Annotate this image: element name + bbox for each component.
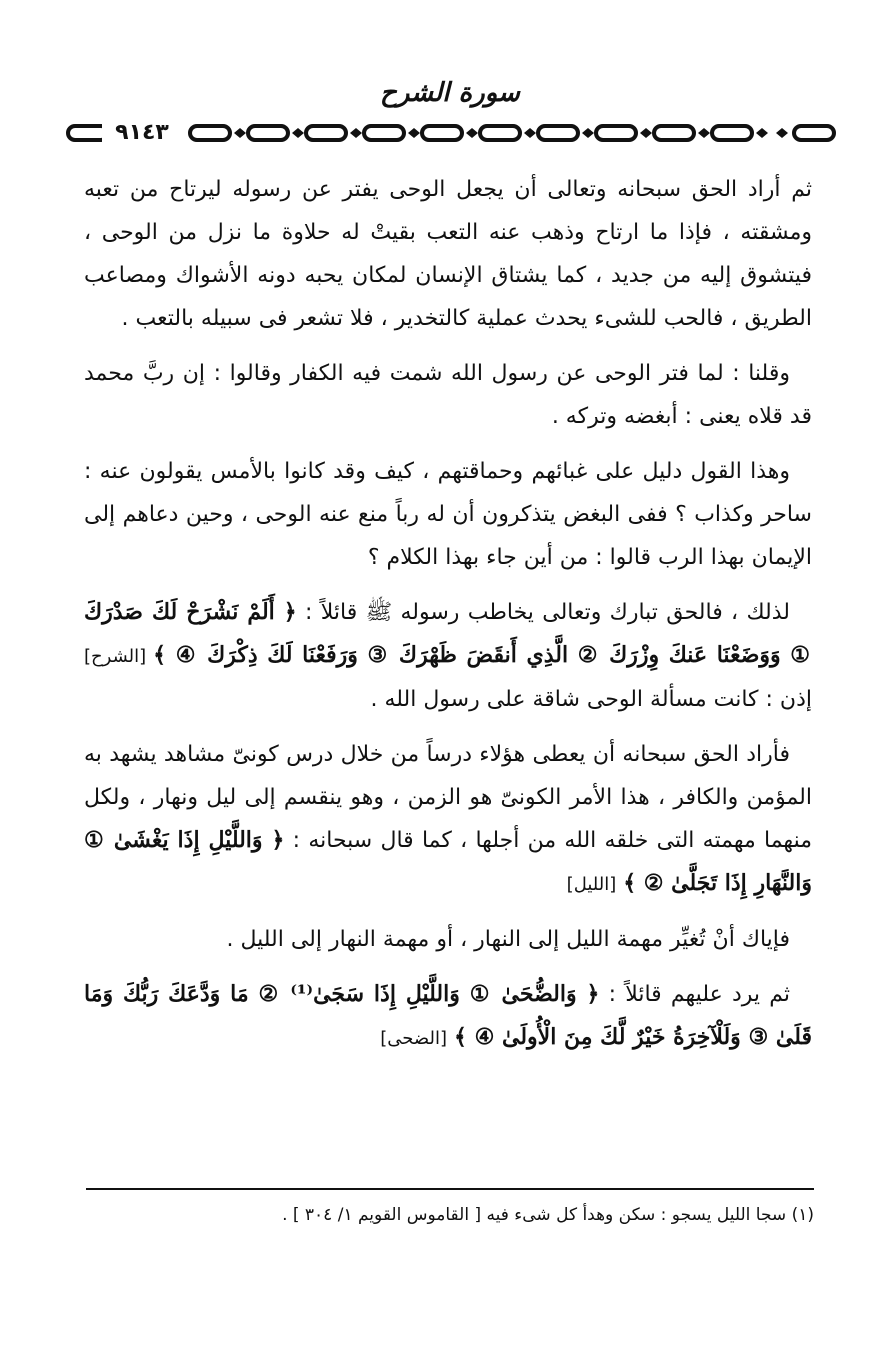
paragraph: فإياك أنْ تُغيِّر مهمة الليل إلى النهار ، أو مهمة النهار إلى الليل . — [226, 927, 790, 952]
paragraph-with-verse — [84, 733, 812, 906]
page-number: ٩١٤٣ — [102, 120, 182, 146]
footnote: (١) سجا الليل يسجو : سكن وهدأ كل شىء فيه [ القاموس القويم ١/ ٣٠٤ ] . — [282, 1205, 814, 1225]
paragraph-text: ثم يرد عليهم قائلاً : — [608, 982, 790, 1007]
paragraph-text: فأراد الحق سبحانه أن يعطى هؤلاء درساً من خلال درس كونىّ مشاهد يشهد به المؤمن والكافر ، هذا الأمر الكونىّ هو الزمن ، وهو ينقسم إلى ليل ونهار ، ولكل منهما مهمته التى خلقه الله من أجلها ، كما قال سبحانه : — [84, 742, 812, 853]
main-text — [84, 168, 812, 1072]
surah-reference: [الليل] — [566, 874, 617, 895]
paragraph-text: إذن : كانت مسألة الوحى شاقة على رسول الله . — [370, 687, 812, 712]
paragraph: وهذا القول دليل على غبائهم وحماقتهم ، كيف وقد كانوا بالأمس يقولون عنه : ساحر وكذاب ؟ ففى البغض يتذكرون أن له رباً منع عنه الوحى ، وحين دعاهم إلى الإيمان بهذا الرب قالوا : من أين جاء بهذا الكلام ؟ — [84, 459, 812, 570]
quran-verse: ﴿ وَاللَّيْلِ إِذَا يَغْشَىٰ ① وَالنَّهَارِ إِذَا تَجَلَّىٰ ② ﴾ — [84, 827, 812, 896]
surah-reference: [الضحى] — [380, 1028, 448, 1049]
surah-reference: [الشرح] — [84, 646, 147, 667]
paragraph-with-verse — [84, 591, 812, 721]
footnote-divider — [86, 1188, 814, 1190]
paragraph: وقلنا : لما فتر الوحى عن رسول الله شمت فيه الكفار وقالوا : إن ربَّ محمد قد قلاه يعنى : أبغضه وتركه . — [84, 361, 812, 429]
paragraph: ثم أراد الحق سبحانه وتعالى أن يجعل الوحى يفتر عن رسوله ليرتاح من تعبه ومشقته ، فإذا ما ارتاح وذهب عنه التعب بقيتْ له حلاوة ما نزل من الوحى ، فيتشوق إليه من جديد ، كما يشتاق الإنسان لمكان يحبه دونه الأشواك ومصاعب الطريق ، فالحب للشىء يحدث عملية كالتخدير ، فلا تشعر فى سبيله بالتعب . — [84, 177, 812, 331]
quran-verse: ﴿ وَالضُّحَىٰ ① وَاللَّيْلِ إِذَا سَجَىٰ⁽¹⁾ ② مَا وَدَّعَكَ رَبُّكَ وَمَا قَلَىٰ ③ وَلَلْآخِرَةُ خَيْرٌ لَّكَ مِنَ الْأُولَىٰ ④ ﴾ — [84, 981, 812, 1050]
paragraph-with-verse — [84, 973, 812, 1060]
surah-title: سورة الشرح — [380, 78, 520, 108]
paragraph-text: لذلك ، فالحق تبارك وتعالى يخاطب رسوله ﷺ قائلاً : — [305, 600, 790, 625]
quran-verse: ﴿ أَلَمْ نَشْرَحْ لَكَ صَدْرَكَ ① وَوَضَعْنَا عَنكَ وِزْرَكَ ② الَّذِي أَنقَضَ ظَهْرَكَ ③ وَرَفَعْنَا لَكَ ذِكْرَكَ ④ ﴾ — [84, 599, 812, 668]
